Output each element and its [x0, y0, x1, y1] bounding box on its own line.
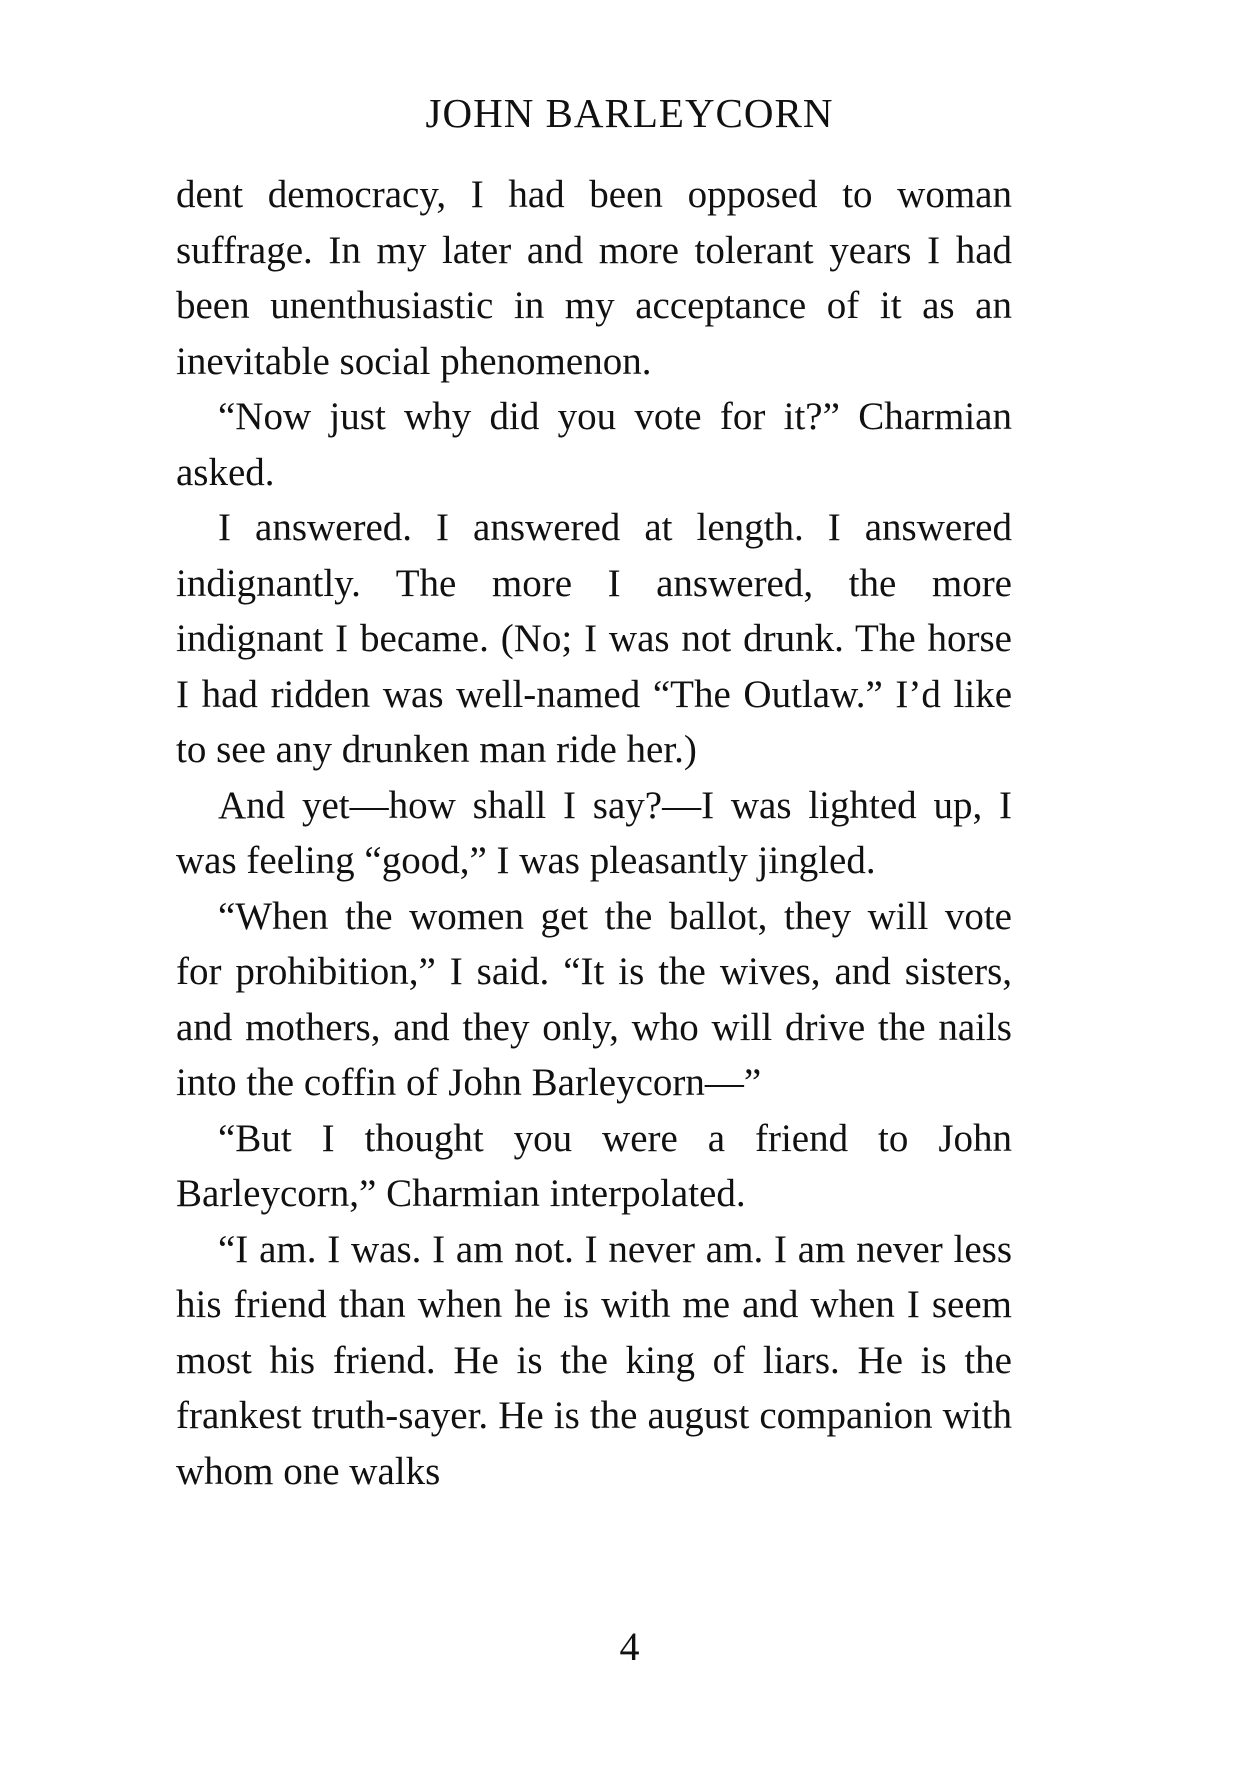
page-number: 4 [619, 1624, 640, 1669]
running-head-title: JOHN BARLEYCORN [425, 90, 834, 136]
paragraph: I answered. I answered at length. I answered indignantly. The more I answered, the more indignant I became. (No; I was not drunk. The horse I had ridden was well-named “The Outlaw.” I’d like to see any drunken man ride her.) [176, 506, 1012, 771]
paragraph: And yet—how shall I say?—I was lighted up, I was feeling “good,” I was pleasantly jingled. [176, 783, 1012, 882]
body-text [176, 167, 1012, 1499]
paragraph-continued: dent democracy, I had been opposed to woman suffrage. In my later and more tolerant years I had been unenthusiastic in my acceptance of it as an inevitable social phenomenon. [176, 173, 1012, 383]
paragraph: “When the women get the ballot, they will vote for prohibition,” I said. “It is the wives, and sisters, and mothers, and they only, who will drive the nails into the coffin of John Barleycorn—” [176, 894, 1012, 1104]
paragraph: “Now just why did you vote for it?” Charmian asked. [176, 395, 1012, 494]
paragraph: “I am. I was. I am not. I never am. I am never less his friend than when he is with me and when I seem most his friend. He is the king of liars. He is the frankest truth-sayer. He is the august companion with whom one walks [176, 1227, 1012, 1493]
paragraph: “But I thought you were a friend to John Barleycorn,” Charmian interpolated. [176, 1116, 1012, 1215]
